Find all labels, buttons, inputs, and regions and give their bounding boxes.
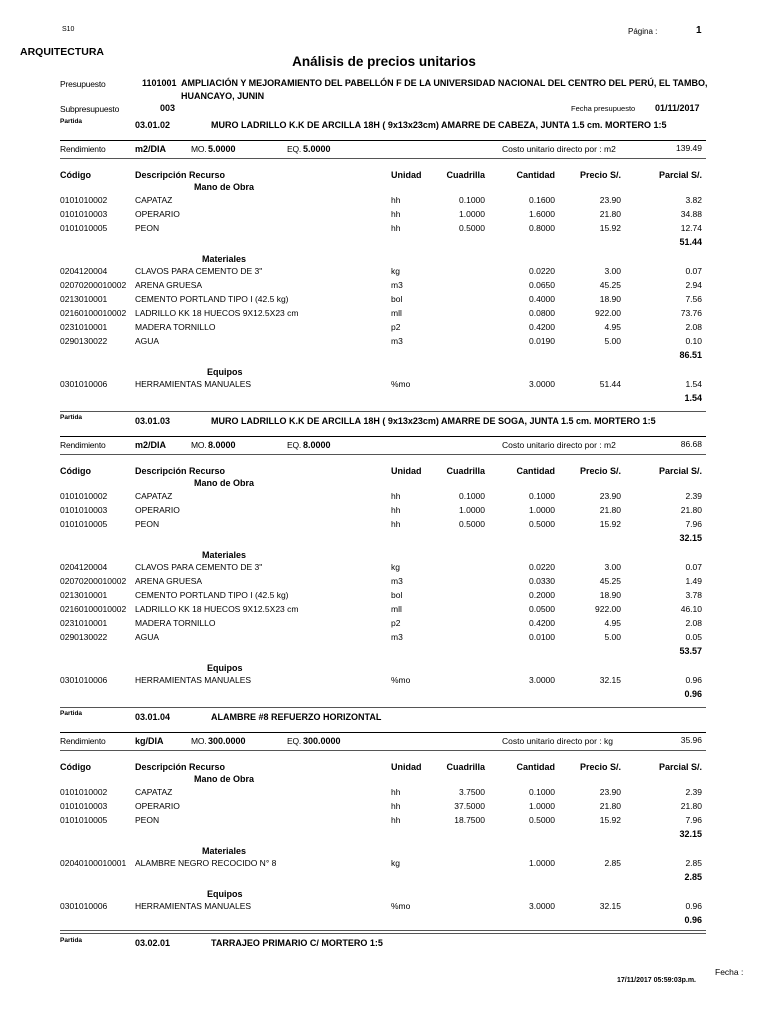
resource-quantity: 3.0000 bbox=[529, 675, 555, 685]
group-header-equipos: Equipos bbox=[207, 889, 243, 899]
resource-quantity: 0.1600 bbox=[529, 195, 555, 205]
resource-description: PEON bbox=[135, 223, 160, 233]
resource-unit: hh bbox=[391, 801, 401, 811]
resource-partial: 0.05 bbox=[685, 632, 702, 642]
resource-code: 0213010001 bbox=[60, 294, 108, 304]
resource-unit: bol bbox=[391, 590, 403, 600]
resource-quantity: 0.4200 bbox=[529, 322, 555, 332]
resource-description: CLAVOS PARA CEMENTO DE 3" bbox=[135, 266, 263, 276]
resource-crew: 0.5000 bbox=[459, 519, 485, 529]
budget-date-label: Fecha presupuesto bbox=[571, 104, 636, 113]
group-header-mano-obra: Mano de Obra bbox=[194, 478, 255, 488]
resource-description: CEMENTO PORTLAND TIPO I (42.5 kg) bbox=[135, 590, 289, 600]
partida-code: 03.01.04 bbox=[135, 712, 171, 722]
group-total: 0.96 bbox=[684, 915, 702, 925]
col-code-header: Código bbox=[60, 466, 91, 476]
partida-label: Partida bbox=[60, 414, 83, 421]
page-title: Análisis de precios unitarios bbox=[292, 54, 476, 69]
resource-crew: 1.0000 bbox=[459, 209, 485, 219]
resource-code: 0231010001 bbox=[60, 618, 108, 628]
resource-price: 2.85 bbox=[604, 858, 621, 868]
partida-code: 03.01.02 bbox=[135, 120, 171, 130]
rule-line bbox=[60, 750, 706, 751]
col-qty-header: Cantidad bbox=[516, 466, 555, 476]
eq-label: EQ. bbox=[287, 736, 302, 746]
eq-value: 8.0000 bbox=[303, 440, 331, 450]
resource-unit: %mo bbox=[391, 379, 411, 389]
resource-quantity: 0.0800 bbox=[529, 308, 555, 318]
resource-partial: 21.80 bbox=[680, 505, 702, 515]
resource-unit: mll bbox=[391, 308, 402, 318]
resource-quantity: 0.4200 bbox=[529, 618, 555, 628]
resource-description: OPERARIO bbox=[135, 209, 180, 219]
resource-code: 0101010005 bbox=[60, 223, 108, 233]
rendimiento-label: Rendimiento bbox=[60, 736, 106, 746]
resource-unit: hh bbox=[391, 815, 401, 825]
resource-description: ARENA GRUESA bbox=[135, 576, 203, 586]
resource-description: ARENA GRUESA bbox=[135, 280, 203, 290]
eq-value: 5.0000 bbox=[303, 144, 331, 154]
col-crew-header: Cuadrilla bbox=[446, 762, 485, 772]
resource-partial: 2.39 bbox=[685, 491, 702, 501]
resource-price: 5.00 bbox=[604, 632, 621, 642]
rule-line bbox=[60, 411, 706, 412]
eq-label: EQ. bbox=[287, 440, 302, 450]
col-partial-header: Parcial S/. bbox=[658, 170, 702, 180]
col-partial-header: Parcial S/. bbox=[658, 466, 702, 476]
mo-value: 5.0000 bbox=[208, 144, 236, 154]
col-unit-header: Unidad bbox=[391, 466, 422, 476]
rendimiento-label: Rendimiento bbox=[60, 144, 106, 154]
resource-partial: 3.78 bbox=[685, 590, 702, 600]
unit-cost-value: 139.49 bbox=[676, 143, 702, 153]
rule-line bbox=[60, 436, 706, 437]
resource-price: 21.80 bbox=[599, 801, 621, 811]
resource-code: 0204120004 bbox=[60, 562, 108, 572]
partida-code: 03.02.01 bbox=[135, 938, 171, 948]
resource-quantity: 3.0000 bbox=[529, 901, 555, 911]
report-code: S10 bbox=[62, 26, 75, 33]
resource-code: 02160100010002 bbox=[60, 308, 127, 318]
rule-line bbox=[60, 707, 706, 708]
resource-unit: %mo bbox=[391, 901, 411, 911]
resource-unit: hh bbox=[391, 519, 401, 529]
resource-quantity: 0.0650 bbox=[529, 280, 555, 290]
col-desc-header: Descripción Recurso bbox=[135, 762, 226, 772]
resource-partial: 0.07 bbox=[685, 266, 702, 276]
resource-unit: hh bbox=[391, 195, 401, 205]
group-header-mano-obra: Mano de Obra bbox=[194, 182, 255, 192]
resource-price: 23.90 bbox=[599, 787, 621, 797]
resource-code: 0101010002 bbox=[60, 195, 108, 205]
group-total: 2.85 bbox=[684, 872, 702, 882]
resource-quantity: 0.0330 bbox=[529, 576, 555, 586]
resource-code: 0101010005 bbox=[60, 519, 108, 529]
group-total: 32.15 bbox=[679, 829, 702, 839]
resource-code: 0204120004 bbox=[60, 266, 108, 276]
group-header-materiales: Materiales bbox=[202, 846, 247, 856]
partida-description: TARRAJEO PRIMARIO C/ MORTERO 1:5 bbox=[211, 938, 383, 948]
rule-line bbox=[60, 454, 706, 455]
resource-crew: 0.1000 bbox=[459, 491, 485, 501]
col-desc-header: Descripción Recurso bbox=[135, 466, 226, 476]
resource-partial: 1.54 bbox=[685, 379, 702, 389]
col-crew-header: Cuadrilla bbox=[446, 466, 485, 476]
group-total: 51.44 bbox=[679, 237, 702, 247]
resource-code: 0101010003 bbox=[60, 505, 108, 515]
resource-crew: 0.1000 bbox=[459, 195, 485, 205]
resource-price: 4.95 bbox=[604, 322, 621, 332]
resource-code: 0301010006 bbox=[60, 675, 108, 685]
group-header-equipos: Equipos bbox=[207, 367, 243, 377]
resource-quantity: 0.8000 bbox=[529, 223, 555, 233]
resource-partial: 0.10 bbox=[685, 336, 702, 346]
group-header-mano-obra: Mano de Obra bbox=[194, 774, 255, 784]
resource-unit: mll bbox=[391, 604, 402, 614]
resource-description: ALAMBRE NEGRO RECOCIDO N° 8 bbox=[135, 858, 277, 868]
resource-partial: 21.80 bbox=[680, 801, 702, 811]
group-total: 53.57 bbox=[679, 646, 702, 656]
resource-price: 32.15 bbox=[599, 675, 621, 685]
subbudget-code: 003 bbox=[160, 103, 176, 113]
col-qty-header: Cantidad bbox=[516, 762, 555, 772]
resource-price: 21.80 bbox=[599, 505, 621, 515]
resource-code: 0101010002 bbox=[60, 787, 108, 797]
resource-description: HERRAMIENTAS MANUALES bbox=[135, 675, 252, 685]
unit-cost-label: Costo unitario directo por : kg bbox=[502, 736, 614, 746]
col-desc-header: Descripción Recurso bbox=[135, 170, 226, 180]
col-code-header: Código bbox=[60, 762, 91, 772]
group-total: 0.96 bbox=[684, 689, 702, 699]
resource-unit: kg bbox=[391, 858, 400, 868]
unit-cost-value: 35.96 bbox=[680, 735, 702, 745]
partida-code: 03.01.03 bbox=[135, 416, 171, 426]
rendimiento-unit: m2/DIA bbox=[135, 144, 167, 154]
resource-price: 922.00 bbox=[595, 308, 621, 318]
resource-price: 45.25 bbox=[599, 576, 621, 586]
resource-code: 0101010005 bbox=[60, 815, 108, 825]
resource-partial: 0.96 bbox=[685, 675, 702, 685]
resource-description: CAPATAZ bbox=[135, 787, 173, 797]
rule-line bbox=[60, 732, 706, 733]
resource-partial: 7.56 bbox=[685, 294, 702, 304]
eq-value: 300.0000 bbox=[303, 736, 341, 746]
resource-partial: 3.82 bbox=[685, 195, 702, 205]
resource-description: MADERA TORNILLO bbox=[135, 618, 216, 628]
resource-partial: 2.85 bbox=[685, 858, 702, 868]
budget-description-line2: HUANCAYO, JUNIN bbox=[181, 91, 265, 101]
resource-description: AGUA bbox=[135, 336, 160, 346]
footer-date: 17/11/2017 05:59:03p.m. bbox=[617, 977, 697, 984]
resource-code: 02160100010002 bbox=[60, 604, 127, 614]
resource-quantity: 0.5000 bbox=[529, 815, 555, 825]
mo-label: MO. bbox=[191, 440, 207, 450]
resource-price: 32.15 bbox=[599, 901, 621, 911]
group-header-materiales: Materiales bbox=[202, 254, 247, 264]
resource-partial: 34.88 bbox=[680, 209, 702, 219]
resource-unit: hh bbox=[391, 491, 401, 501]
resource-description: MADERA TORNILLO bbox=[135, 322, 216, 332]
col-partial-header: Parcial S/. bbox=[658, 762, 702, 772]
group-total: 86.51 bbox=[679, 350, 702, 360]
partida-label: Partida bbox=[60, 710, 83, 717]
resource-unit: hh bbox=[391, 223, 401, 233]
resource-unit: hh bbox=[391, 209, 401, 219]
resource-quantity: 1.0000 bbox=[529, 505, 555, 515]
col-unit-header: Unidad bbox=[391, 762, 422, 772]
group-header-materiales: Materiales bbox=[202, 550, 247, 560]
col-unit-header: Unidad bbox=[391, 170, 422, 180]
footer-date-label: Fecha : bbox=[715, 967, 744, 977]
col-price-header: Precio S/. bbox=[579, 170, 621, 180]
partida-label: Partida bbox=[60, 118, 83, 125]
resource-partial: 46.10 bbox=[680, 604, 702, 614]
resource-quantity: 1.6000 bbox=[529, 209, 555, 219]
resource-quantity: 0.0220 bbox=[529, 266, 555, 276]
resource-price: 45.25 bbox=[599, 280, 621, 290]
resource-code: 02070200010002 bbox=[60, 576, 127, 586]
resource-description: OPERARIO bbox=[135, 801, 180, 811]
resource-partial: 7.96 bbox=[685, 815, 702, 825]
rendimiento-unit: kg/DIA bbox=[135, 736, 164, 746]
group-header-equipos: Equipos bbox=[207, 663, 243, 673]
resource-quantity: 0.0220 bbox=[529, 562, 555, 572]
col-code-header: Código bbox=[60, 170, 91, 180]
budget-label: Presupuesto bbox=[60, 79, 106, 89]
resource-unit: hh bbox=[391, 787, 401, 797]
resource-price: 15.92 bbox=[599, 223, 621, 233]
resource-code: 02070200010002 bbox=[60, 280, 127, 290]
subbudget-label: Subpresupuesto bbox=[60, 104, 120, 114]
resource-quantity: 0.0500 bbox=[529, 604, 555, 614]
resource-price: 51.44 bbox=[599, 379, 621, 389]
resource-code: 0290130022 bbox=[60, 632, 108, 642]
resource-crew: 0.5000 bbox=[459, 223, 485, 233]
resource-code: 0231010001 bbox=[60, 322, 108, 332]
eq-label: EQ. bbox=[287, 144, 302, 154]
resource-quantity: 0.2000 bbox=[529, 590, 555, 600]
resource-description: OPERARIO bbox=[135, 505, 180, 515]
page-number: 1 bbox=[696, 25, 702, 36]
resource-description: AGUA bbox=[135, 632, 160, 642]
resource-code: 0301010006 bbox=[60, 901, 108, 911]
col-price-header: Precio S/. bbox=[579, 466, 621, 476]
resource-code: 0101010003 bbox=[60, 801, 108, 811]
resource-description: LADRILLO KK 18 HUECOS 9X12.5X23 cm bbox=[135, 308, 299, 318]
col-crew-header: Cuadrilla bbox=[446, 170, 485, 180]
resource-code: 0101010002 bbox=[60, 491, 108, 501]
resource-unit: p2 bbox=[391, 322, 401, 332]
resource-crew: 3.7500 bbox=[459, 787, 485, 797]
resource-quantity: 1.0000 bbox=[529, 858, 555, 868]
resource-quantity: 3.0000 bbox=[529, 379, 555, 389]
resource-partial: 2.08 bbox=[685, 618, 702, 628]
resource-partial: 2.39 bbox=[685, 787, 702, 797]
resource-description: CAPATAZ bbox=[135, 195, 173, 205]
resource-code: 02040100010001 bbox=[60, 858, 127, 868]
resource-price: 15.92 bbox=[599, 815, 621, 825]
resource-price: 23.90 bbox=[599, 491, 621, 501]
partida-label: Partida bbox=[60, 937, 83, 944]
resource-price: 5.00 bbox=[604, 336, 621, 346]
resource-unit: %mo bbox=[391, 675, 411, 685]
resource-unit: m3 bbox=[391, 280, 403, 290]
resource-price: 15.92 bbox=[599, 519, 621, 529]
mo-value: 8.0000 bbox=[208, 440, 236, 450]
partida-description: ALAMBRE #8 REFUERZO HORIZONTAL bbox=[211, 712, 382, 722]
resource-price: 3.00 bbox=[604, 562, 621, 572]
resource-partial: 7.96 bbox=[685, 519, 702, 529]
resource-description: LADRILLO KK 18 HUECOS 9X12.5X23 cm bbox=[135, 604, 299, 614]
partida-description: MURO LADRILLO K.K DE ARCILLA 18H ( 9x13x23cm) AMARRE DE CABEZA, JUNTA 1.5 cm. MORTERO 1:5 bbox=[211, 120, 667, 130]
resource-price: 18.90 bbox=[599, 294, 621, 304]
resource-unit: m3 bbox=[391, 632, 403, 642]
department: ARQUITECTURA bbox=[20, 46, 104, 58]
resource-price: 922.00 bbox=[595, 604, 621, 614]
rule-line bbox=[60, 930, 706, 931]
resource-crew: 18.7500 bbox=[454, 815, 485, 825]
resource-partial: 73.76 bbox=[680, 308, 702, 318]
resource-price: 3.00 bbox=[604, 266, 621, 276]
unit-cost-label: Costo unitario directo por : m2 bbox=[502, 440, 616, 450]
page-label: Página : bbox=[628, 27, 658, 36]
resource-price: 18.90 bbox=[599, 590, 621, 600]
unit-cost-label: Costo unitario directo por : m2 bbox=[502, 144, 616, 154]
col-price-header: Precio S/. bbox=[579, 762, 621, 772]
resource-description: HERRAMIENTAS MANUALES bbox=[135, 901, 252, 911]
rule-line bbox=[60, 933, 706, 934]
group-total: 32.15 bbox=[679, 533, 702, 543]
resource-description: PEON bbox=[135, 815, 160, 825]
resource-price: 23.90 bbox=[599, 195, 621, 205]
resource-price: 21.80 bbox=[599, 209, 621, 219]
resource-partial: 0.07 bbox=[685, 562, 702, 572]
resource-quantity: 0.1000 bbox=[529, 491, 555, 501]
resource-quantity: 0.1000 bbox=[529, 787, 555, 797]
unit-cost-value: 86.68 bbox=[680, 439, 702, 449]
resource-unit: m3 bbox=[391, 576, 403, 586]
resource-quantity: 0.4000 bbox=[529, 294, 555, 304]
resource-partial: 12.74 bbox=[680, 223, 702, 233]
rendimiento-label: Rendimiento bbox=[60, 440, 106, 450]
budget-code: 1101001 bbox=[142, 78, 177, 88]
resource-partial: 2.08 bbox=[685, 322, 702, 332]
resource-partial: 1.49 bbox=[685, 576, 702, 586]
col-qty-header: Cantidad bbox=[516, 170, 555, 180]
resource-quantity: 0.5000 bbox=[529, 519, 555, 529]
resource-partial: 0.96 bbox=[685, 901, 702, 911]
resource-partial: 2.94 bbox=[685, 280, 702, 290]
resource-unit: hh bbox=[391, 505, 401, 515]
budget-description-line1: AMPLIACIÓN Y MEJORAMIENTO DEL PABELLÓN F DE LA UNIVERSIDAD NACIONAL DEL CENTRO DEL PERÚ, EL TAMBO, bbox=[181, 78, 708, 88]
resource-quantity: 0.0190 bbox=[529, 336, 555, 346]
resource-unit: kg bbox=[391, 562, 400, 572]
group-total: 1.54 bbox=[684, 393, 702, 403]
resource-quantity: 0.0100 bbox=[529, 632, 555, 642]
resource-code: 0301010006 bbox=[60, 379, 108, 389]
resource-unit: kg bbox=[391, 266, 400, 276]
resource-code: 0101010003 bbox=[60, 209, 108, 219]
resource-description: HERRAMIENTAS MANUALES bbox=[135, 379, 252, 389]
mo-value: 300.0000 bbox=[208, 736, 246, 746]
resource-code: 0290130022 bbox=[60, 336, 108, 346]
mo-label: MO. bbox=[191, 736, 207, 746]
resource-unit: p2 bbox=[391, 618, 401, 628]
mo-label: MO. bbox=[191, 144, 207, 154]
resource-unit: bol bbox=[391, 294, 403, 304]
rule-line bbox=[60, 140, 706, 141]
resource-description: CLAVOS PARA CEMENTO DE 3" bbox=[135, 562, 263, 572]
rule-line bbox=[60, 158, 706, 159]
rendimiento-unit: m2/DIA bbox=[135, 440, 167, 450]
resource-crew: 1.0000 bbox=[459, 505, 485, 515]
partida-description: MURO LADRILLO K.K DE ARCILLA 18H ( 9x13x23cm) AMARRE DE SOGA, JUNTA 1.5 cm. MORTERO 1:5 bbox=[211, 416, 656, 426]
resource-price: 4.95 bbox=[604, 618, 621, 628]
resource-description: CAPATAZ bbox=[135, 491, 173, 501]
resource-code: 0213010001 bbox=[60, 590, 108, 600]
budget-date: 01/11/2017 bbox=[655, 103, 700, 113]
resource-crew: 37.5000 bbox=[454, 801, 485, 811]
resource-unit: m3 bbox=[391, 336, 403, 346]
resource-quantity: 1.0000 bbox=[529, 801, 555, 811]
resource-description: PEON bbox=[135, 519, 160, 529]
resource-description: CEMENTO PORTLAND TIPO I (42.5 kg) bbox=[135, 294, 289, 304]
